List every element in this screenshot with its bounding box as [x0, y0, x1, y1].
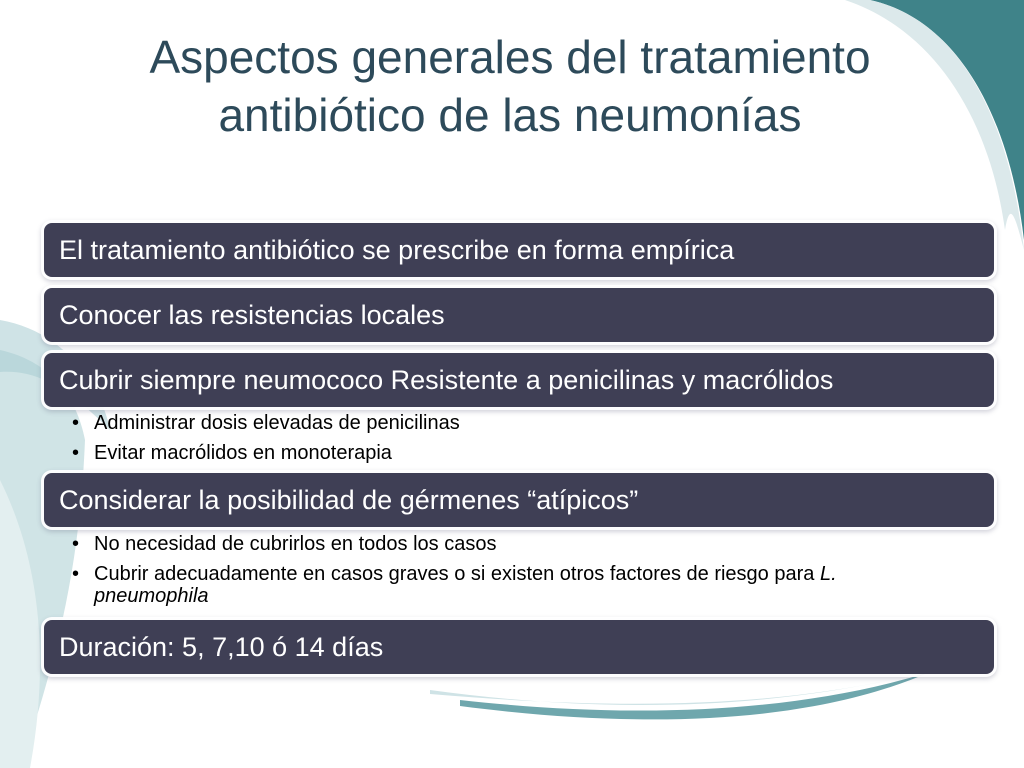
list-item: • Evitar macrólidos en monoterapia [72, 442, 392, 464]
bullet-list-atypical [72, 533, 952, 614]
list-item: • Cubrir adecuadamente en casos graves o si existen otros factores de riesgo para L. pneumophila [72, 563, 837, 607]
heading-bar-empirical: El tratamiento antibiótico se prescribe en forma empírica [44, 223, 994, 277]
list-item: • Administrar dosis elevadas de penicilinas [72, 412, 460, 434]
slide-title: Aspectos generales del tratamiento antibiótico de las neumonías [149, 31, 871, 141]
heading-bar-local-resistance: Conocer las resistencias locales [44, 288, 994, 342]
list-item: • No necesidad de cubrirlos en todos los casos [72, 533, 497, 555]
heading-bar-duration: Duración: 5, 7,10 ó 14 días [44, 620, 994, 674]
heading-bar-atypical: Considerar la posibilidad de gérmenes “atípicos” [44, 473, 994, 527]
heading-bar-pneumococcus: Cubrir siempre neumococo Resistente a penicilinas y macrólidos [44, 353, 994, 407]
species-name: L. pneumophila [94, 563, 837, 607]
bullet-list-pneumococcus [72, 412, 952, 472]
